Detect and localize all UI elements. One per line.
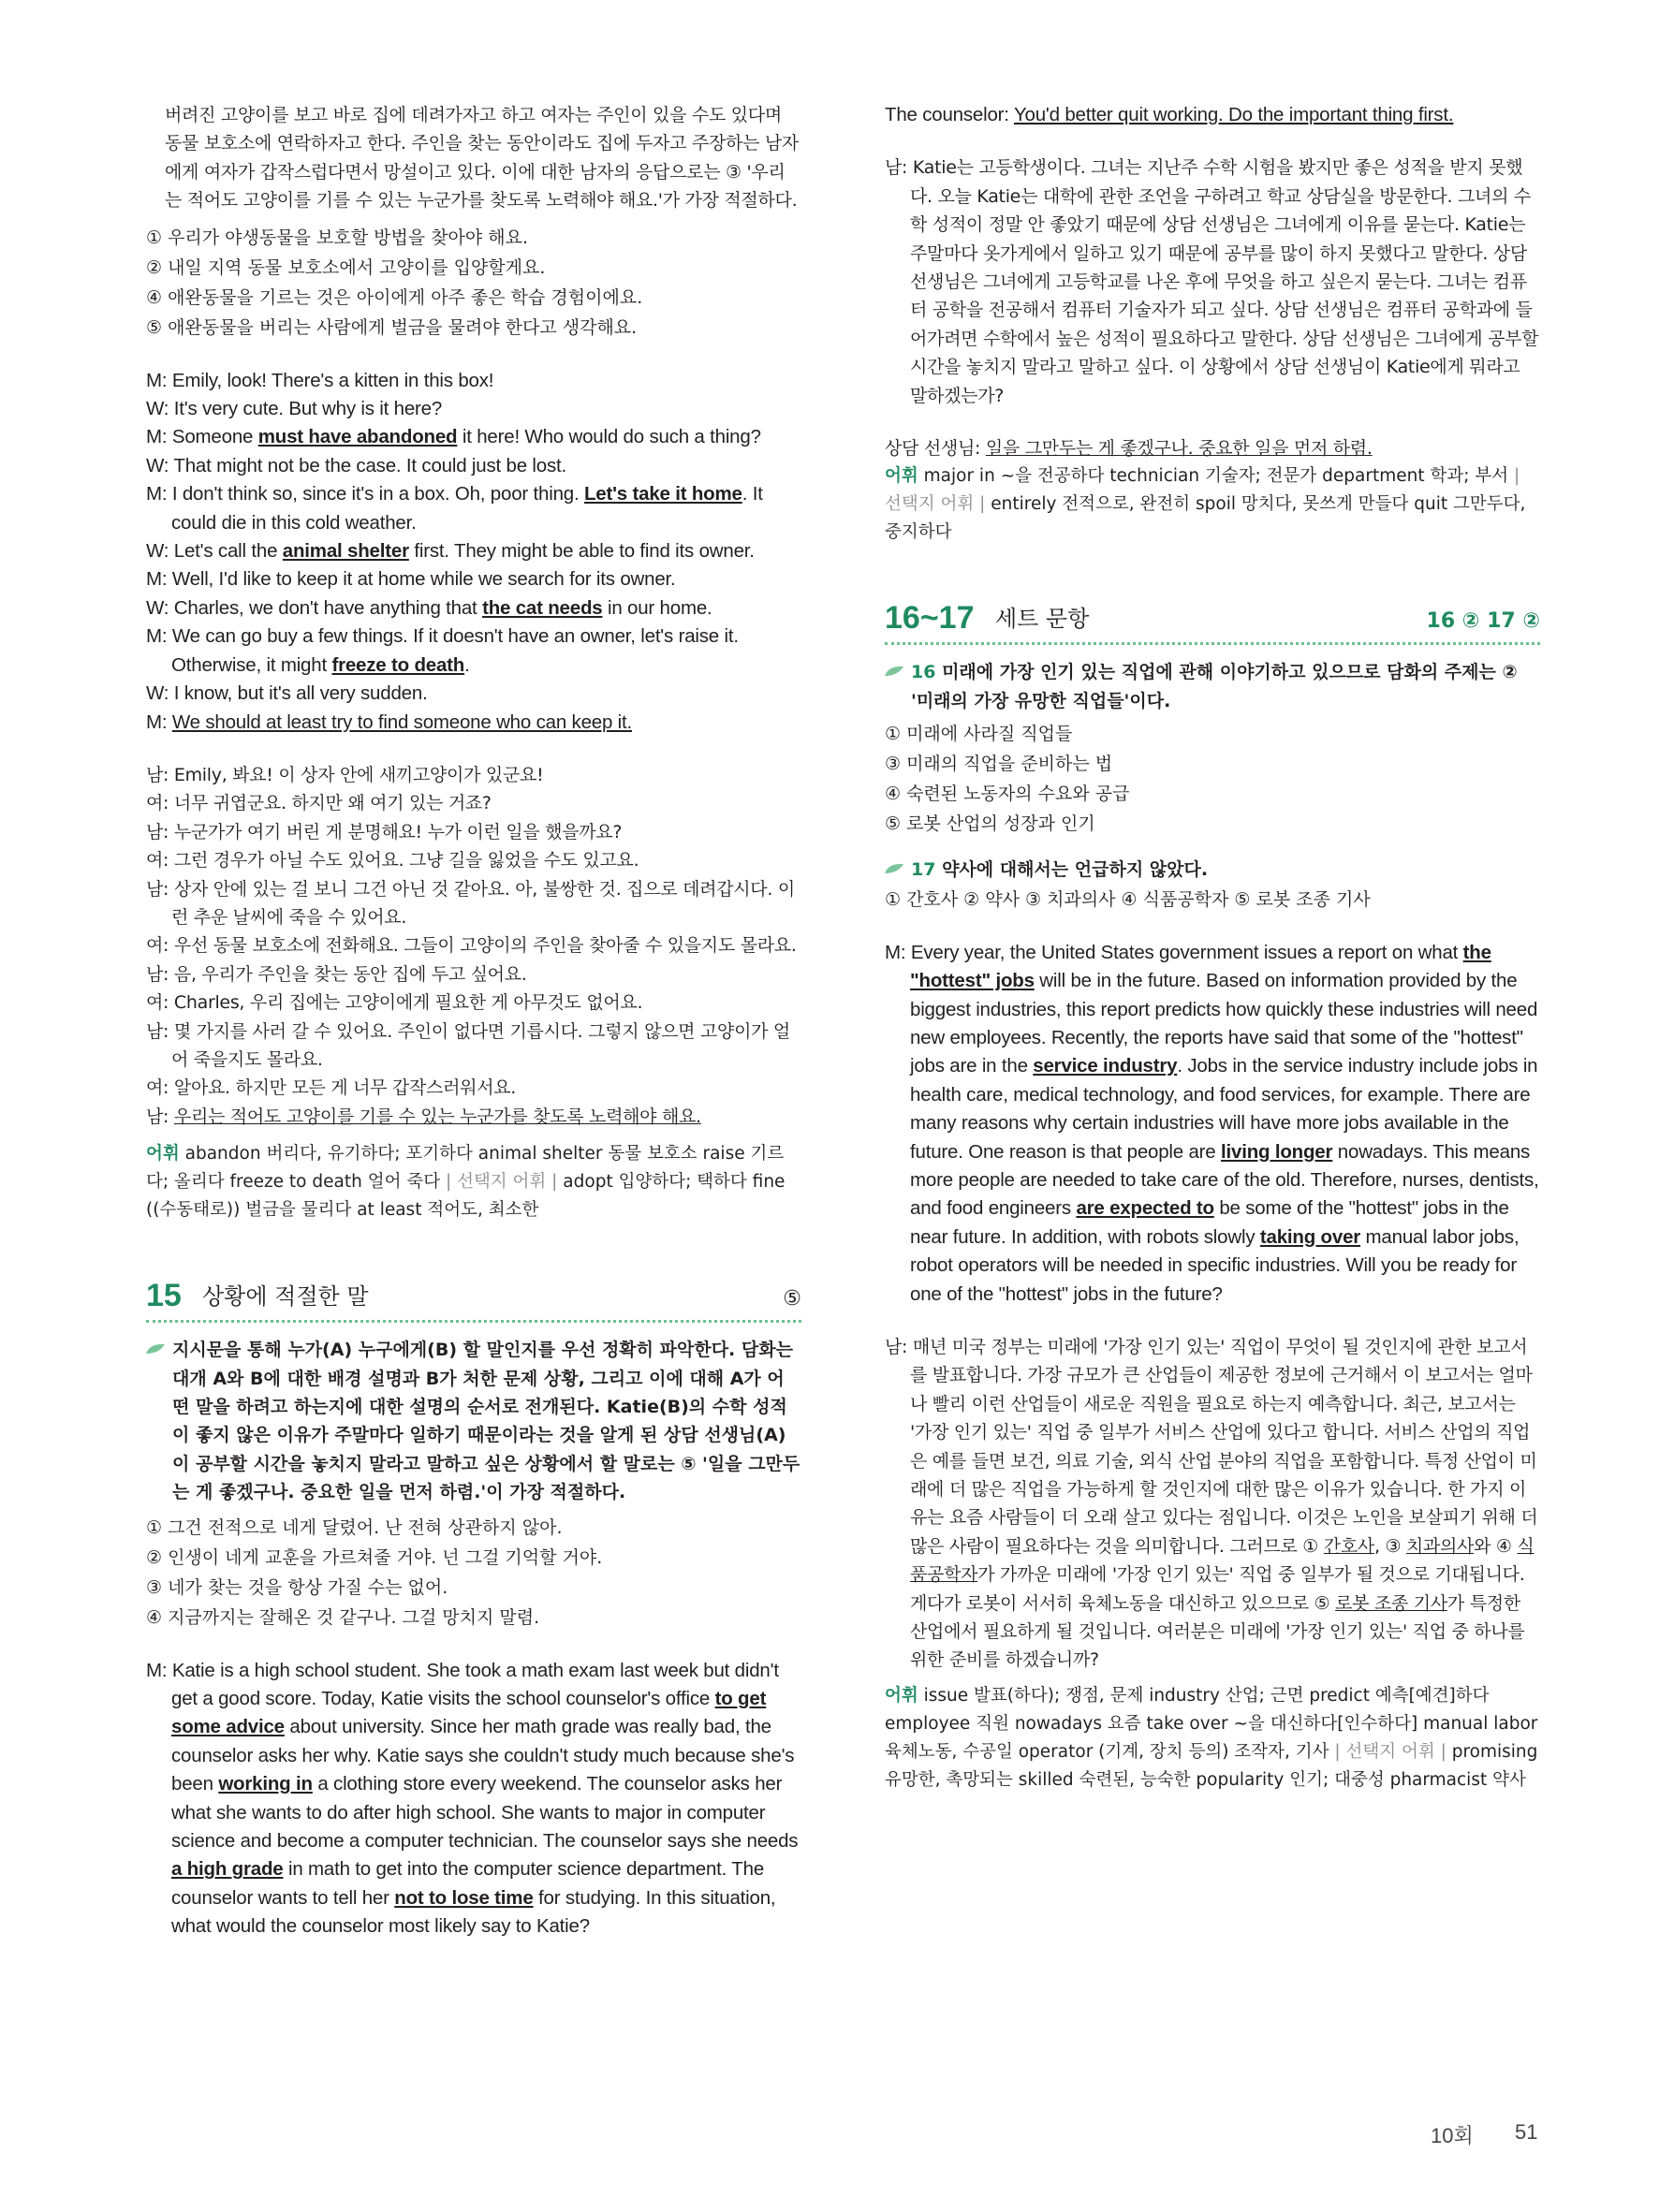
translation-line: 남: Emily, 봐요! 이 상자 안에 새끼고양이가 있군요! [146,764,544,785]
translation-line: 남: 누군가가 여기 버린 게 분명해요! 누가 이런 일을 했을까요? [146,821,623,842]
blank-answer: We should at least try to find someone who can keep it. [171,710,633,733]
passage-16-17: M: Every year, the United States government issues a report on what the "hottest" jobs will be in the future. Based on information provided by the biggest industries, this report predicts how quickly these industries will need new employees. Recently, the reports have said that some of the "hottest" jobs are in the service industry. Jobs in the service industry include jobs in health care, medical technology, and food services, for example. There are many reasons why certain industries will have more jobs available in the future. One reason is that people are living longer nowadays. This means more people are needed to take care of the old. Therefore, nurses, dentists, and food engineers are expected to be some of the "hottest" jobs in the near future. In addition, with robots slowly taking over manual labor jobs, robot operators will be needed in specific industries. Will you be ready for one of the "hottest" jobs in the future? [885,941,1539,1305]
translation-line: 남: 상자 안에 있는 걸 보니 그건 아닌 것 같아요. 아, 불쌍한 것. 집으로 데려갑시다. 이런 추운 날씨에 죽을 수 있어요. [146,878,795,928]
vocab-15: 어휘 major in ~을 전공하다 technician 기술자; 전문가 department 학과; 부서 | 선택지 어휘 | entirely 전적으로, 완전히 spoil 망치다, 못쓰게 만들다 quit 그만두다, 중지하다 [885,466,1526,543]
solution-note-16: 16 미래에 가장 인기 있는 직업에 관해 이야기하고 있으므로 담화의 주제는 ② '미래의 가장 유망한 직업들'이다. [885,658,1540,715]
dialogue-line: W: It's very cute. But why is it here? [146,398,443,420]
option-item: ② 내일 지역 동물 보호소에서 고양이를 입양할게요. [146,256,546,278]
option-item: ④ 숙련된 노동자의 수요와 공급 [885,784,1130,805]
right-column [885,101,1540,1795]
blank-answer: animal shelter [282,540,409,563]
translation-line: 남: 우리는 적어도 고양이를 기를 수 있는 누군가를 찾도록 노력해야 해요. [146,1106,701,1127]
option-item: ① 미래에 사라질 직업들 [885,724,1073,745]
translation-line: 여: Charles, 우리 집에는 고양이에게 필요한 게 아무것도 없어요. [146,992,643,1014]
option-item: ④ 지금까지는 잘해온 것 같구나. 그걸 망치지 말렴. [146,1606,540,1628]
leaf-icon [885,863,903,874]
option-item: ⑤ 로봇 산업의 성장과 인기 [885,813,1095,835]
vocab-label: 어휘 [885,1685,918,1706]
option-item: ① 그건 전적으로 네게 달렸어. 난 전혀 상관하지 않아. [146,1516,563,1538]
page-number: 51 [1515,2120,1538,2144]
counselor-answer: The counselor: You'd better quit working. Do the important thing first. [885,104,1454,125]
translation-line: 여: 그런 경우가 아닐 수도 있어요. 그냥 길을 잃었을 수도 있고요. [146,850,639,872]
translation-14 [146,761,801,1131]
section-title: 세트 문항 [995,606,1090,633]
translation-line: 여: 알아요. 하지만 모든 게 너무 갑작스러워서요. [146,1077,517,1099]
option-item: ③ 네가 찾는 것을 항상 가질 수는 없어. [146,1576,448,1598]
blank-answer: freeze to death [331,653,465,676]
dialogue-line: M: Someone must have abandoned it here! Who would do such a thing? [146,426,761,448]
translation-line: 남: 음, 우리가 주인을 찾는 동안 집에 두고 싶어요. [146,963,527,985]
option-item: ② 인생이 네게 교훈을 가르쳐줄 거야. 넌 그걸 기억할 거야. [146,1546,603,1568]
section-answer: 16 ② 17 ② [1426,609,1540,634]
translation-line: 여: 너무 귀엽군요. 하지만 왜 여기 있는 거죠? [146,793,492,814]
vocab-14: 어휘 abandon 버리다, 유기하다; 포기하다 animal shelter 동물 보호소 raise 기르다; 올리다 freeze to death 얼어 죽다 | 선택지 어휘 | adopt 입양하다; 택하다 fine ((수동태로)) 벌금을 물리다 at least 적어도, 최소한 [146,1144,786,1221]
dialogue-line: W: Let's call the animal shelter first. They might be able to find its owner. [146,540,755,563]
section-title: 상황에 적절한 말 [202,1283,369,1311]
q14-options [146,223,801,343]
q16-options [885,719,1540,839]
vocab-16-17: 어휘 issue 발표(하다); 쟁점, 문제 industry 산업; 근면 predict 예측[예견]하다 employee 직원 nowadays 요즘 take over ~을 대신하다[인수하다] manual labor 육체노동, 수공일 operator (기계, 장치 등의) 조작자, 기사 | 선택지 어휘 | promising 유망한, 촉망되는 skilled 숙련된, 능숙한 popularity 인기; 대중성 pharmacist 약사 [885,1685,1538,1790]
section-number: 15 [146,1278,182,1314]
vocab-label: 어휘 [885,466,918,487]
dialogue-line: W: I know, but it's all very sudden. [146,682,428,705]
section-answer: ⑤ [783,1287,801,1311]
leaf-icon [885,666,903,677]
dialogue-line: M: Well, I'd like to keep it at home while we search for its owner. [146,568,676,591]
blank-answer: Let's take it home [583,483,742,505]
dialogue-14 [146,367,801,737]
blank-answer: must have abandoned [257,426,458,448]
vocab-label: 어휘 [146,1144,180,1165]
option-item: ④ 애완동물을 기르는 것은 아이에게 아주 좋은 학습 경험이에요. [146,286,643,308]
option-item: ③ 미래의 직업을 준비하는 법 [885,754,1113,775]
dialogue-line: M: We should at least try to find someone who can keep it. [146,710,633,733]
dialogue-line: W: Charles, we don't have anything that the cat needs in our home. [146,596,712,619]
q17-options: ① 간호사 ② 약사 ③ 치과의사 ④ 식품공학자 ⑤ 로봇 조종 기사 [885,888,1371,910]
q15-options [146,1513,801,1633]
leaf-icon [146,1343,165,1355]
round-label: 10회 [1431,2124,1474,2147]
solution-note-15: 지시문을 통해 누가(A) 누구에게(B) 할 말인지를 우선 정확히 파악한다. 담화는 대개 A와 B에 대한 배경 설명과 B가 처한 문제 상황, 그리고 이에 대해 A가 어떤 말을 하려고 하는지에 대한 설명의 순서로 전개된다. Katie(B)의 수학 성적이 좋지 않은 이유가 주말마다 일하기 때문이라는 것을 알게 된 상담 선생님(A)이 공부할 시간을 놓치지 말라고 말하고 싶은 상황에서 할 말로는 ⑤ '일을 그만두는 게 좋겠구나. 중요한 일을 먼저 하렴.'이 가장 적절하다. [146,1336,801,1506]
translation-16-17: 남: 매년 미국 정부는 미래에 '가장 인기 있는' 직업이 무엇이 될 것인지에 관한 보고서를 발표합니다. 가장 규모가 큰 산업들이 제공한 정보에 근거해서 이 보고서는 얼마나 빨리 이런 산업들이 새로운 직원을 필요로 하는지 예측합니다. 최근, 보고서는 '가장 인기 있는' 직업 중 일부가 서비스 산업에 있다고 합니다. 서비스 산업의 직업은 예를 들면 보건, 의료 기술, 외식 산업 분야의 직업을 포함합니다. 특정 산업이 미래에 더 많은 직업을 가능하게 할 것인지에 대한 많은 이유가 있습니다. 한 가지 이유는 요즘 사람들이 더 오래 살고 있다는 점입니다. 이것은 노인을 보살피기 위해 더 많은 사람이 필요하다는 것을 의미합니다. 그러므로 ① 간호사, ③ 치과의사와 ④ 식품공학자가 가까운 미래에 '가장 인기 있는' 직업 중 일부가 될 것으로 기대됩니다. 게다가 로봇이 서서히 육체노동을 대신하고 있으므로 ⑤ 로봇 조종 기사가 특정한 산업에서 필요하게 될 것입니다. 여러분은 미래에 '가장 인기 있는' 직업 중 하나를 위한 준비를 하겠습니까? [885,1336,1538,1671]
translation-line: 남: 몇 가지를 사러 갈 수 있어요. 주인이 없다면 기릅시다. 그렇지 않으면 고양이가 얼어 죽을지도 몰라요. [146,1020,790,1070]
dialogue-line: M: We can go buy a few things. If it doesn't have an owner, let's raise it. Otherwise, it might freeze to death. [146,625,739,676]
translation-line: 여: 우선 동물 보호소에 전화해요. 그들이 고양이의 주인을 찾아줄 수 있을지도 몰라요. [146,935,797,957]
translation-15: 남: Katie는 고등학생이다. 그녀는 지난주 수학 시험을 봤지만 좋은 성적을 받지 못했다. 오늘 Katie는 대학에 관한 조언을 구하려고 학교 상담실을 방문한다. 그녀의 수학 성적이 정말 안 좋았기 때문에 상담 선생님은 그녀에게 이유를 묻는다. Katie는 주말마다 옷가게에서 일하고 있기 때문에 공부를 많이 하지 못했다고 말한다. 상담 선생님은 그녀에게 고등학교를 나온 후에 무엇을 하고 싶은지 묻는다. 그녀는 컴퓨터 공학을 전공해서 컴퓨터 기술자가 되고 싶다. 상담 선생님은 컴퓨터 공학과에 들어가려면 수학에서 높은 성적이 필요하다고 말한다. 상담 선생님은 그녀에게 공부할 시간을 놓치지 말라고 말하고 싶다. 이 상황에서 상담 선생님이 Katie에게 뭐라고 말하겠는가? [885,157,1539,406]
solution-note-17: 17 약사에 대해서는 언급하지 않았다. [885,856,1540,884]
section-number: 16~17 [885,600,975,637]
blank-answer: the cat needs [482,596,603,619]
section-header-16-17 [885,597,1540,645]
counselor-answer-kr: 상담 선생님: 일을 그만두는 게 좋겠구나. 중요한 일을 먼저 하렴. [885,438,1373,460]
option-item: ① 우리가 야생동물을 보호할 방법을 찾아야 해요. [146,227,529,248]
passage-15: M: Katie is a high school student. She took a math exam last week but didn't get a good score. Today, Katie visits the school counselor's office to get some advice about university. Since her math grade was really bad, the counselor asks her why. Katie says she couldn't study much because she's been working in a clothing store every weekend. The counselor asks her what she wants to do after high school. She wants to major in computer science and become a computer technician. The counselor says she needs a high grade in math to get into the computer science department. The counselor wants to tell her not to lose time for studying. In this situation, what would the counselor most likely say to Katie? [146,1659,799,1938]
option-item: ⑤ 애완동물을 버리는 사람에게 벌금을 물려야 한다고 생각해요. [146,316,638,338]
dialogue-line: M: I don't think so, since it's in a box. Oh, poor thing. Let's take it home. It could die in this cold weather. [146,483,763,534]
dialogue-line: M: Emily, look! There's a kitten in this box! [146,369,494,391]
q14-explanation: 버려진 고양이를 보고 바로 집에 데려가자고 하고 여자는 주인이 있을 수도 있다며 동물 보호소에 연락하자고 한다. 주인을 찾는 동안이라도 집에 두자고 주장하는 남자에게 여자가 갑작스럽다면서 망설이고 있다. 이에 대한 남자의 응답으로는 ③ '우리는 적어도 고양이를 기를 수 있는 누군가를 찾도록 노력해야 해요.'가 가장 적절하다. [165,105,799,212]
left-column [146,101,801,1941]
section-header-15 [146,1275,801,1323]
dialogue-line: W: That might not be the case. It could just be lost. [146,454,566,476]
